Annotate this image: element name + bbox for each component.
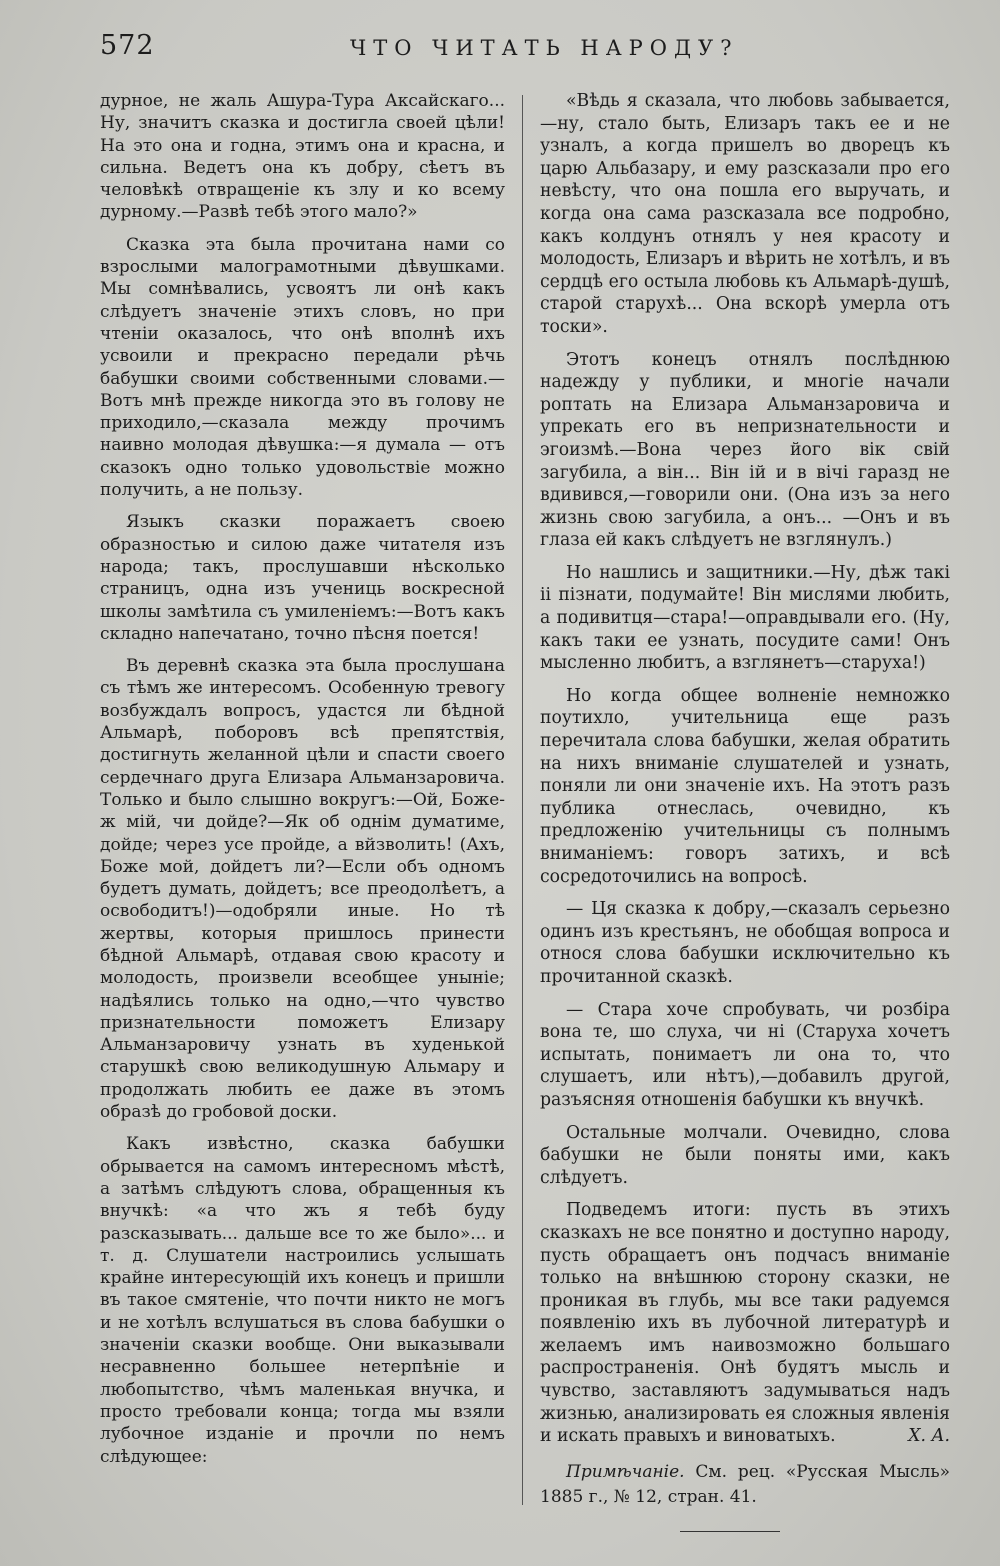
paragraph: — Ця сказка к добру,—сказалъ серьезно одинъ изъ крестьянъ, не обобщая вопроса и относя слова бабушки исключительно къ прочитанной сказкѣ. (540, 899, 950, 987)
paragraph: Этотъ конецъ отнялъ послѣднюю надежду у публики, и многіе начали роптать на Елизара Альманзаровича и упрекать его въ непризнательности и эгоизмѣ.—Вона через його вік свій загубила, а він... Він ій и в вічі гаразд не вдивився,—говорили они. (Она изъ за него жизнь свою загубила, а онъ... —Онъ и въ глаза ей какъ слѣдуетъ не взглянулъ.) (540, 349, 950, 551)
paragraph: Но нашлись и защитники.—Ну, дѣж такі іі пізнати, подумайте! Він мислями любить, а подивитця—стара!—оправдывали его. (Ну, какъ таки ее узнать, посудите сами! Онъ мысленно любитъ, а взглянетъ—старуха!) (540, 562, 950, 674)
author-signature: Х. А. (908, 1426, 950, 1447)
paragraph: «Вѣдь я сказала, что любовь забывается,—ну, стало быть, Елизаръ такъ ее и не узналъ, а когда пришелъ во дворецъ къ царю Альбазару, и ему разсказали про его невѣсту, что она пошла его выручать, и когда она сама разсказала все подробно, какъ колдунъ отнялъ у нея красоту и молодость, Елизаръ и вѣрить не хотѣлъ, и въ сердцѣ его остыла любовь къ Альмарѣ-душѣ, старой старухѣ... Она вскорѣ умерла отъ тоски». (540, 91, 950, 337)
paragraph: Сказка эта была прочитана нами со взрослыми малограмотными дѣвушками. Мы сомнѣвались, усвоятъ ли онѣ какъ слѣдуетъ значеніе этихъ словъ, но при чтеніи оказалось, что онѣ вполнѣ ихъ усвоили и прекрасно передали рѣчь бабушки своими собственными словами.—Вотъ мнѣ прежде никогда это въ голову не приходило,—сказала между прочимъ наивно молодая дѣвушка:—я думала — отъ сказокъ одно только удовольствіе можно получить, а не пользу. (100, 234, 505, 501)
footnote-text: См. рец. «Русская Мысль» 1885 г., № 12, стран. 41. (540, 1461, 950, 1507)
paragraph: Какъ извѣстно, сказка бабушки обрывается на самомъ интересномъ мѣстѣ, а затѣмъ слѣдуютъ слова, обращенныя къ внучкѣ: «а что жъ я тебѣ буду разсказывать... дальше все то же было»... и т. д. Слушатели настроились услышать крайне интересующій ихъ конецъ и пришли въ такое смятеніе, что почти никто не могъ и не хотѣлъ вслушаться въ слова бабушки о значеніи сказки вообще. Они выказывали несравненно большее нетерпѣніе и любопытство, чѣмъ маленькая внучка, и просто требовали конца; тогда мы взяли лубочное изданіе и прочли по немъ слѣдующее: (100, 1134, 505, 1467)
paragraph: Остальные молчали. Очевидно, слова бабушки не были поняты ими, какъ слѣдуетъ. (540, 1122, 950, 1188)
paragraph: дурное, не жаль Ашура-Тура Аксайскаго... Ну, значитъ сказка и достигла своей цѣли! На это она и годна, этимъ она и красна, и сильна. Ведетъ она къ добру, сѣетъ въ человѣкѣ отвращеніе къ злу и ко всему дурному.—Развѣ тебѣ этого мало?» (100, 91, 505, 223)
footnote-label: Примѣчаніе. (566, 1461, 685, 1482)
right-column (540, 90, 950, 1520)
column-divider (522, 95, 523, 1505)
footnote (540, 1460, 950, 1510)
page-header (100, 22, 940, 72)
page-number: 572 (100, 30, 155, 61)
running-title: ЧТО ЧИТАТЬ НАРОДУ? (350, 36, 739, 60)
paragraph-text: Подведемъ итоги: пусть въ этихъ сказкахъ не все понятно и доступно народу, пусть обращаетъ онъ подчасъ вниманіе только на внѣшнюю сторону сказки, не проникая въ глубь, мы все таки радуемся появленію ихъ въ лубочной литературѣ и желаемъ имъ наивозможно большаго распространенія. Онѣ будятъ мысль и чувство, заставляютъ задумываться надъ жизнью, анализировать ея сложныя явленія и искать правыхъ и виноватыхъ. (540, 1200, 950, 1447)
paragraph: Но когда общее волненіе немножко поутихло, учительница еще разъ перечитала слова бабушки, желая обратить на нихъ вниманіе слушателей и узнать, поняли ли они значеніе ихъ. На этотъ разъ публика отнеслась, очевидно, къ предложенію учительницы съ полнымъ вниманіемъ: говоръ затихъ, и всѣ сосредоточились на вопросѣ. (540, 685, 950, 887)
paragraph: Въ деревнѣ сказка эта была прослушана съ тѣмъ же интересомъ. Особенную тревогу возбуждалъ вопросъ, удастся ли бѣдной Альмарѣ, поборовъ всѣ препятствія, достигнуть желанной цѣли и спасти своего сердечнаго друга Елизара Альманзаровича. Только и было слышно вокругъ:—Ой, Боже-ж мій, чи дойде?—Як об однім думатиме, дойде; через усе пройде, а вйзволить! (Ахъ, Боже мой, дойдетъ ли?—Если объ одномъ будетъ думать, дойдетъ; все преодолѣетъ, а освободитъ!)—одобряли иные. Но тѣ жертвы, которыя пришлось принести бѣдной Альмарѣ, отдавая свою красоту и молодость, произвели всеобщее уныніе; надѣялись только на одно,—что чувство признательности поможетъ Елизару Альманзаровичу узнать въ худенькой старушкѣ свою великодушную Альмару и продолжать любить ее даже въ этомъ образѣ до гробовой доски. (100, 656, 505, 1123)
left-column (100, 90, 505, 1478)
paragraph-final (540, 1199, 950, 1448)
closing-rule (680, 1531, 780, 1532)
paragraph: — Стара хоче спробувать, чи розбіра вона те, шо слуха, чи ні (Старуха хочетъ испытать, понимаетъ ли она то, что слушаетъ, или нѣтъ),—добавилъ другой, разъясняя отношенія бабушки къ внучкѣ. (540, 999, 950, 1110)
paragraph: Языкъ сказки поражаетъ своею образностью и силою даже читателя изъ народа; такъ, прослушавши нѣсколько страницъ, одна изъ учениць воскресной школы замѣтила съ умиленіемъ:—Вотъ какъ складно напечатано, точно пѣсня поется! (100, 512, 505, 644)
